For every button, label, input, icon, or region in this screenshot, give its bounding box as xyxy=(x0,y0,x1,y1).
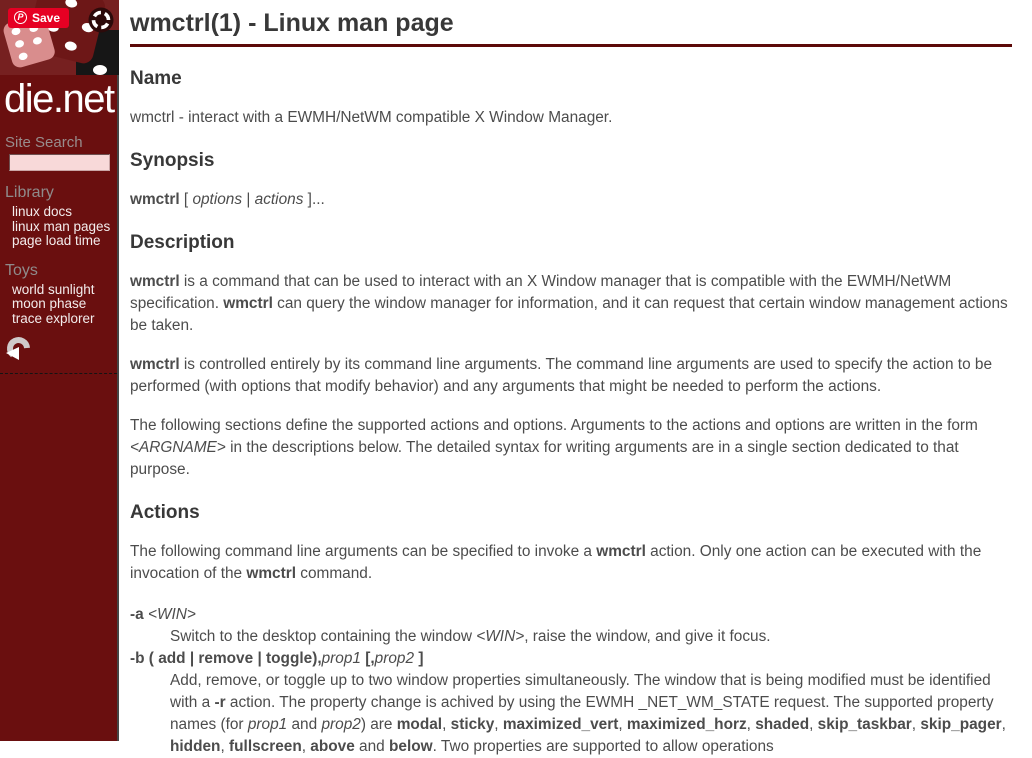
action-definition-a: Switch to the desktop containing the window <WIN>, raise the window, and give it focus. xyxy=(170,628,771,645)
sidebar-divider xyxy=(0,373,117,374)
share-icon[interactable] xyxy=(88,7,114,33)
pinterest-save-label: Save xyxy=(32,10,61,25)
site-title[interactable]: die.net xyxy=(4,77,114,121)
site-logo[interactable] xyxy=(0,0,119,75)
site-search-label: Site Search xyxy=(5,134,83,151)
section-heading-description: Description xyxy=(130,232,235,253)
section-heading-name: Name xyxy=(130,68,182,89)
toys-nav-list xyxy=(0,282,117,327)
actions-intro: The following command line arguments can be specified to invoke a wmctrl action. Only one action can be executed with the invocation of the wmctrl command. xyxy=(130,543,982,582)
sidebar-item-linux-man-pages[interactable]: linux man pages xyxy=(12,218,111,234)
section-heading-synopsis: Synopsis xyxy=(130,150,215,171)
sidebar-section-title-toys: Toys xyxy=(5,261,38,279)
action-definition-b: Add, remove, or toggle up to two window properties simultaneously. The window that is being modified must be identified with a -r action. The property change is achived by using the EWMH _NET_WM_STATE request. The supported property names (for prop1 and prop2) are modal, sticky, maximized_vert, maximized_horz, shaded, skip_taskbar, skip_pager, hidden, fullscreen, above and below. Two properties are supported to allow operations xyxy=(170,672,1006,755)
synopsis-line: wmctrl [ options | actions ]... xyxy=(130,191,325,208)
search-input[interactable] xyxy=(9,154,110,171)
sidebar-item-page-load-time[interactable]: page load time xyxy=(12,233,101,249)
back-arrow-icon[interactable] xyxy=(6,334,32,360)
sidebar-item-world-sunlight[interactable]: world sunlight xyxy=(12,281,95,297)
main-content xyxy=(119,0,1032,755)
description-paragraph-3: The following sections define the supported actions and options. Arguments to the actions and options are written in the form <ARGNAME> in the descriptions below. The detailed syntax for writing arguments are in a single section dedicated to that purpose. xyxy=(130,417,978,478)
name-text: wmctrl - interact with a EWMH/NetWM compatible X Window Manager. xyxy=(130,109,613,126)
section-heading-actions: Actions xyxy=(130,502,200,523)
library-nav-list xyxy=(0,204,117,249)
sidebar-item-trace-explorer[interactable]: trace explorer xyxy=(12,310,95,326)
description-paragraph-2: wmctrl is controlled entirely by its command line arguments. The command line arguments are used to specify the action to be performed (with options that modify behavior) and any arguments that might be needed to perform the actions. xyxy=(130,356,993,395)
description-paragraph-1: wmctrl is a command that can be used to interact with an X Window manager that is compatible with the EWMH/NetWM specification. wmctrl can query the window manager for information, and it can request that certain window management actions be taken. xyxy=(130,273,1008,334)
sidebar-section-title-library: Library xyxy=(5,184,54,201)
sidebar xyxy=(0,0,119,741)
actions-list xyxy=(130,604,1012,758)
action-term-b: -b ( add | remove | toggle),prop1 [,prop2 ] xyxy=(130,650,424,667)
action-term-a: -a <WIN> xyxy=(130,606,196,623)
pinterest-save-button[interactable] xyxy=(8,8,69,28)
sidebar-item-linux-docs[interactable]: linux docs xyxy=(12,204,73,219)
pinterest-icon: P xyxy=(14,11,27,24)
page-title: wmctrl(1) - Linux man page xyxy=(130,9,1012,47)
sidebar-item-moon-phase[interactable]: moon phase xyxy=(12,296,87,312)
